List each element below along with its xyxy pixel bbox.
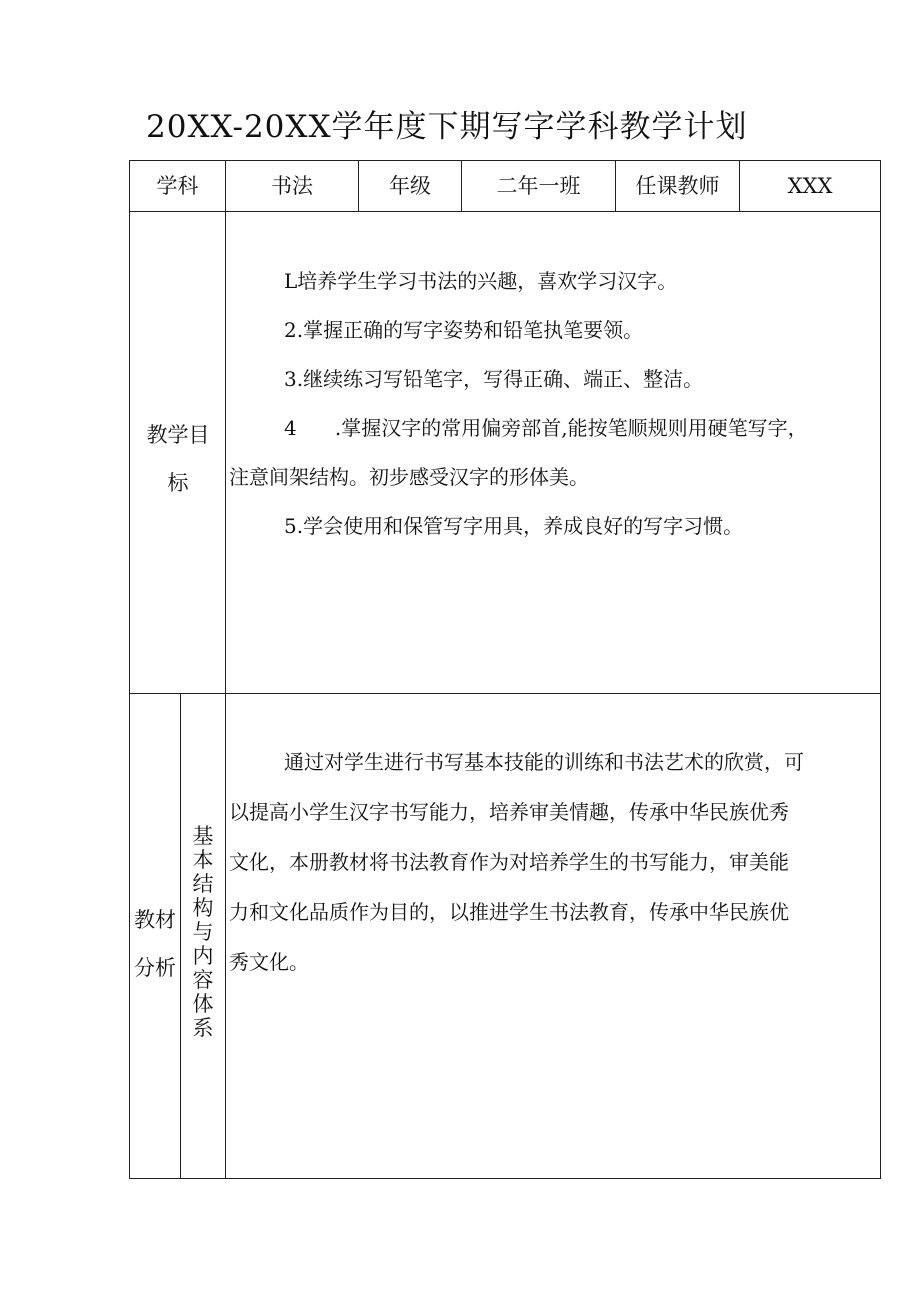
- material-sub-label: 基本结构与内容体系: [192, 824, 214, 1040]
- material-label-line2: 分析: [134, 956, 176, 980]
- table-border-left: [129, 160, 130, 1179]
- goal-item-4: 4 .掌握汉字的常用偏旁部首,能按笔顺规则用硬笔写字，: [284, 416, 808, 440]
- goal-item-2: 2.掌握正确的写字姿势和铅笔执笔要领。: [284, 318, 644, 342]
- table-border-right: [880, 160, 881, 1179]
- goal-item-3: 3.继续练习写铅笔字，写得正确、端正、整洁。: [284, 367, 704, 391]
- goals-label-line2: 标: [167, 471, 189, 495]
- page-title: 20XX-20XX学年度下期写字学科教学计划: [146, 109, 748, 145]
- material-label-line1: 教材: [134, 908, 176, 932]
- material-paragraph-line-2: 以提高小学生汉字书写能力，培养审美情趣，传承中华民族优秀: [229, 800, 789, 824]
- row-divider-goals: [129, 693, 881, 694]
- grade-label: 年级: [389, 174, 431, 198]
- goal-item-4-cont: 注意间架结构。初步感受汉字的形体美。: [229, 465, 589, 489]
- material-paragraph-line-4: 力和文化品质作为目的，以推进学生书法教育，传承中华民族优: [229, 900, 789, 924]
- teacher-value: XXX: [787, 174, 833, 198]
- goal-item-5: 5.学会使用和保管写字用具，养成良好的写字习惯。: [284, 514, 744, 538]
- subject-value: 书法: [271, 174, 313, 198]
- material-paragraph-line-3: 文化，本册教材将书法教育作为对培养学生的书写能力，审美能: [229, 850, 789, 874]
- goal-item-1: L培养学生学习书法的兴趣，喜欢学习汉字。: [284, 269, 678, 293]
- column-divider-material: [180, 693, 181, 1179]
- column-divider-label: [225, 160, 226, 1179]
- grade-value: 二年一班: [496, 174, 581, 198]
- table-border-bottom: [129, 1178, 881, 1179]
- row-divider-header: [129, 211, 881, 212]
- subject-label: 学科: [156, 174, 199, 198]
- teacher-label: 任课教师: [635, 174, 720, 198]
- material-paragraph-line-1: 通过对学生进行书写基本技能的训练和书法艺术的欣赏，可: [284, 750, 804, 774]
- table-border-top: [129, 160, 881, 161]
- material-paragraph-line-5: 秀文化。: [229, 950, 309, 974]
- goals-label-line1: 教学目: [146, 423, 210, 447]
